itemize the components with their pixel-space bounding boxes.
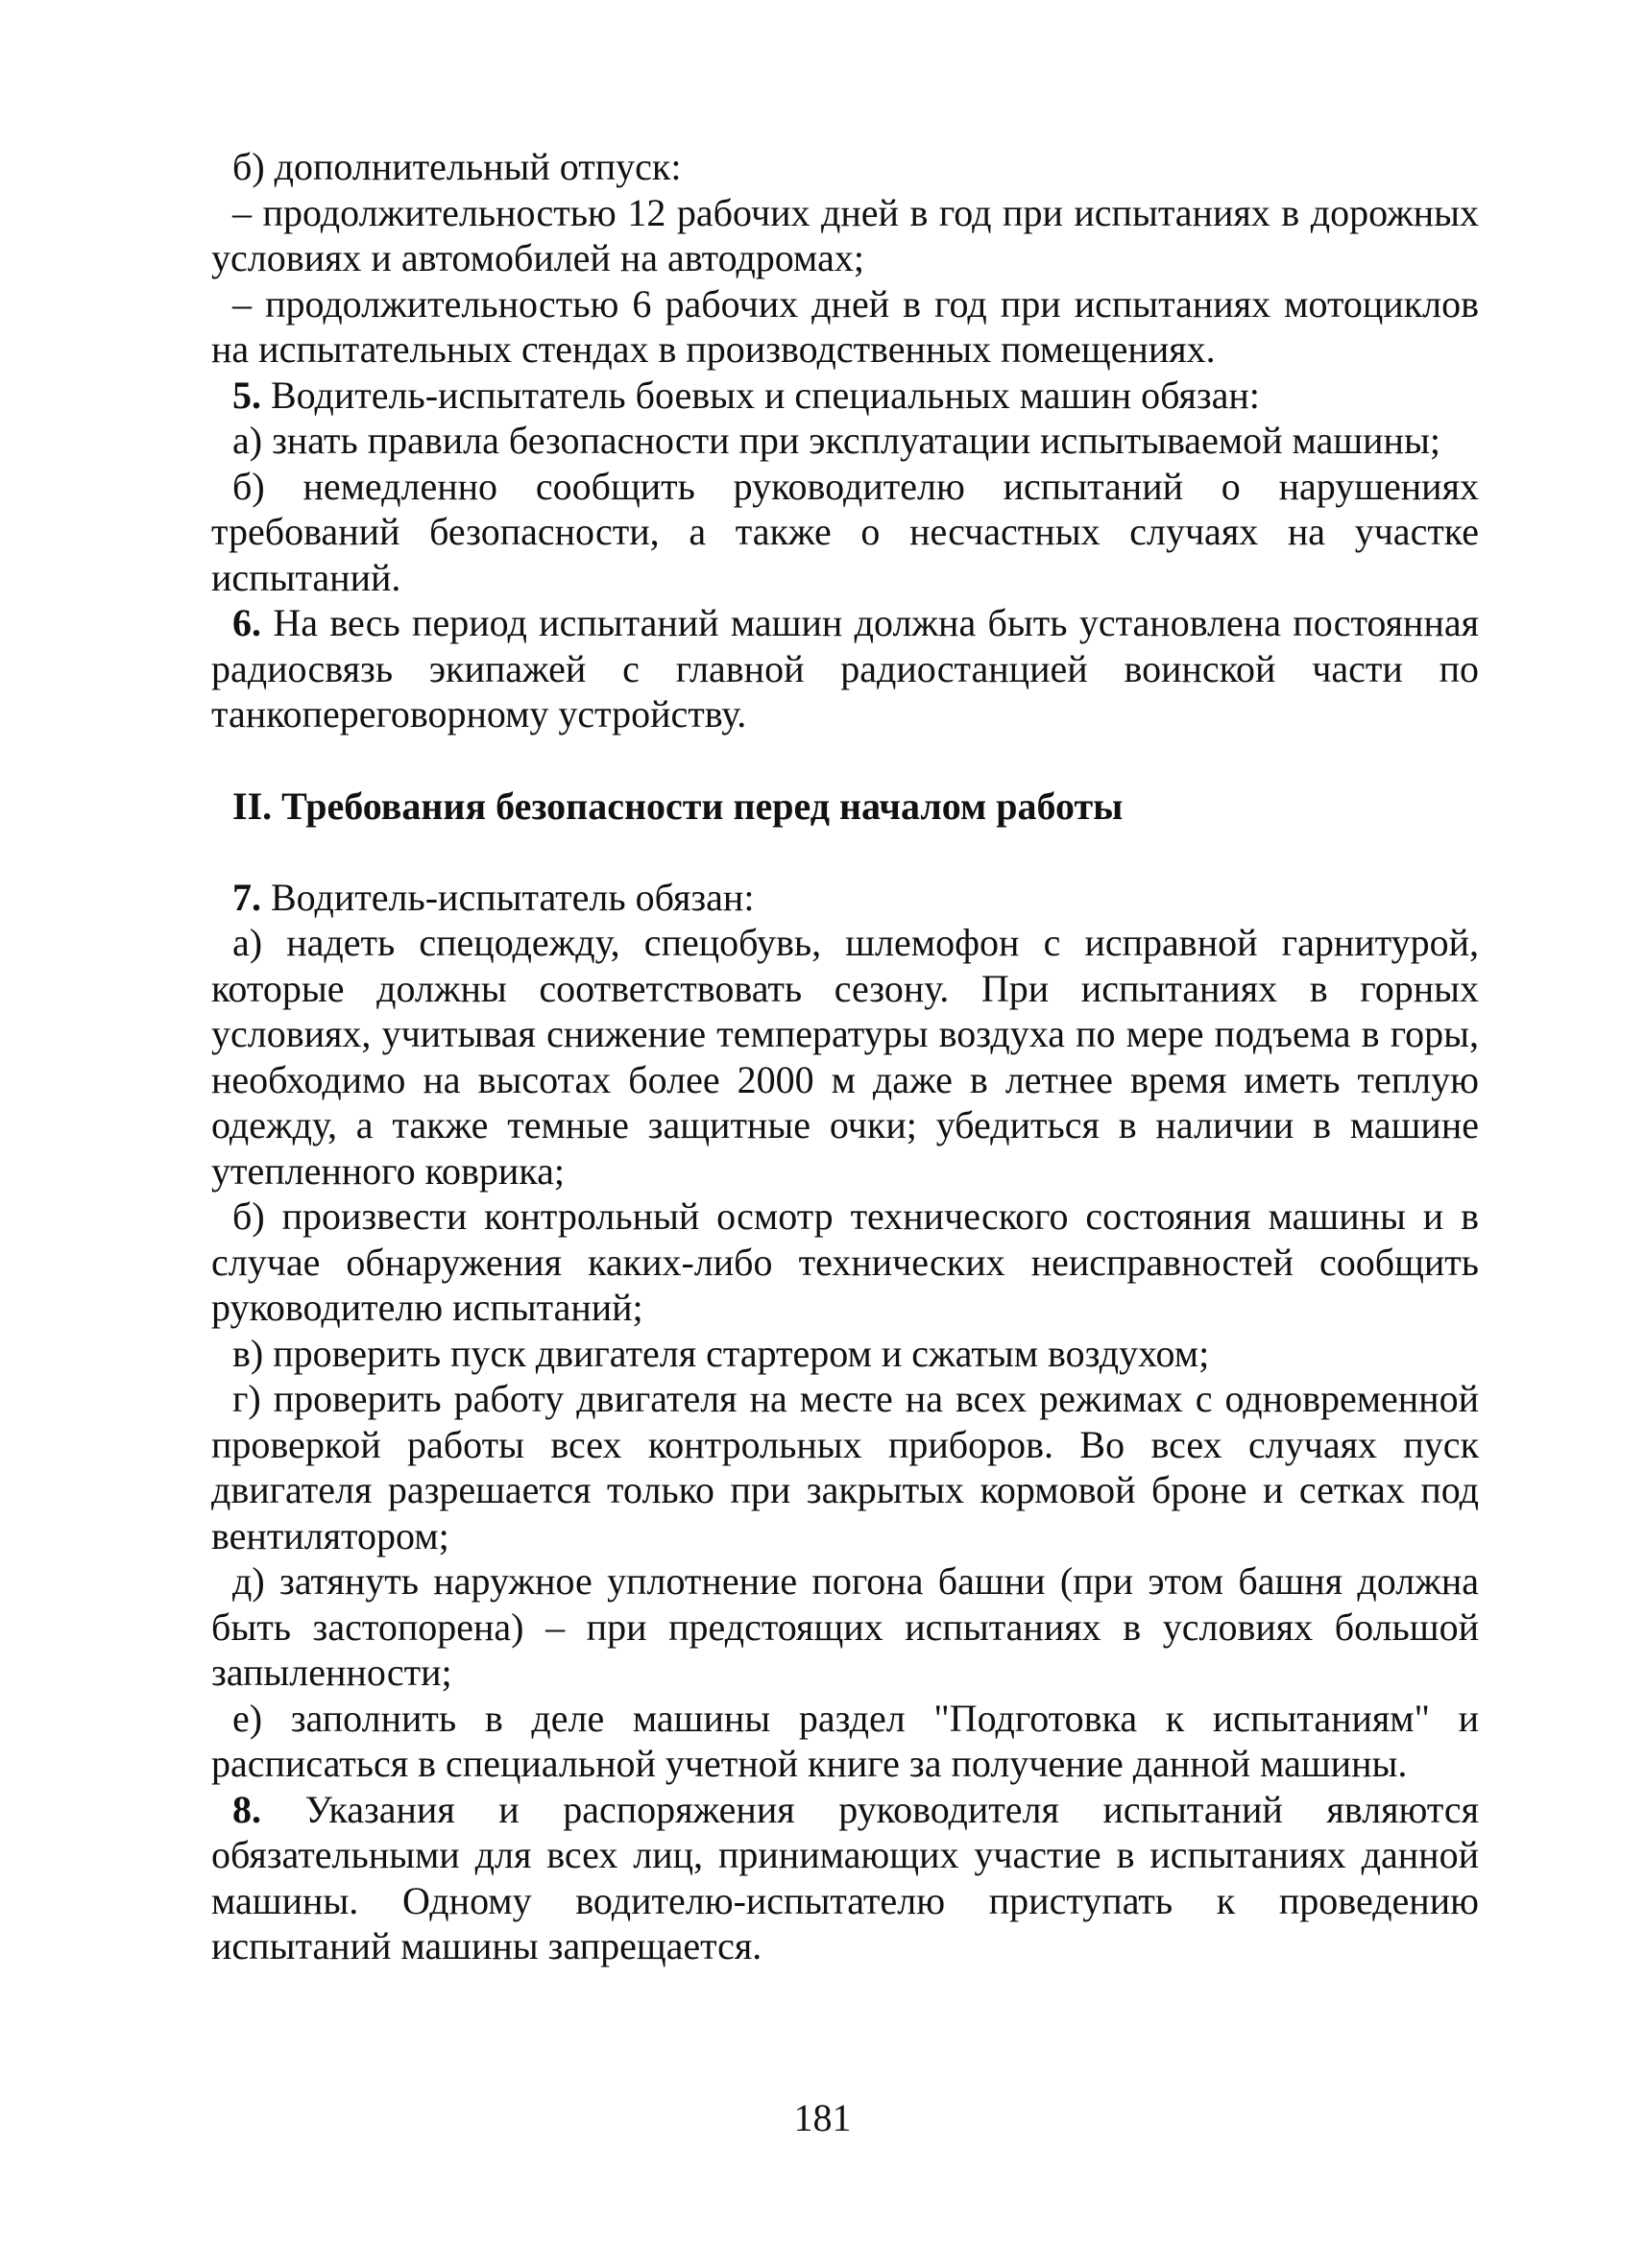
paragraph-additional-leave: [211, 144, 1479, 190]
paragraph-text: а) знать правила безопасности при эксплуатации испытываемой машины;: [232, 419, 1440, 462]
paragraph-item-7a: [211, 920, 1479, 1194]
item-number: 8.: [232, 1787, 261, 1831]
paragraph-text: б) дополнительный отпуск:: [232, 145, 682, 188]
paragraph-text: б) немедленно сообщить руководителю испытаний о нарушениях требований безопасности, а также о несчастных случаях на участке испытаний.: [211, 464, 1479, 599]
paragraph-text: – продолжительностью 12 рабочих дней в год при испытаниях в дорожных условиях и автомобилей на автодромах;: [211, 190, 1479, 279]
paragraph-text: в) проверить пуск двигателя стартером и сжатым воздухом;: [232, 1331, 1210, 1375]
paragraph-text: е) заполнить в деле машины раздел "Подготовка к испытаниям" и расписаться в специальной учетной книге за получение данной машины.: [211, 1696, 1479, 1785]
paragraph-text: г) проверить работу двигателя на месте на всех режимах с одновременной проверкой работы всех контрольных приборов. Во всех случаях пуск двигателя разрешается только при закрытых кормовой броне и сетках под вентилятором;: [211, 1377, 1479, 1557]
paragraph-text: Водитель-испытатель боевых и специальных машин обязан:: [261, 373, 1260, 417]
paragraph-item-7v: [211, 1331, 1479, 1377]
item-number: 6.: [232, 601, 261, 644]
paragraph-text: д) затянуть наружное уплотнение погона башни (при этом башня должна быть застопорена) – при предстоящих испытаниях в условиях большой запыленности;: [211, 1559, 1479, 1694]
spacer: [211, 737, 1479, 784]
item-number: 5.: [232, 373, 261, 417]
item-number: 7.: [232, 875, 261, 919]
paragraph-text: Указания и распоряжения руководителя испытаний являются обязательными для всех лиц, принимающих участие в испытаниях данной машины. Одному водителю-испытателю приступать к проведению испытаний машины запрещается.: [211, 1787, 1479, 1967]
paragraph-text: На весь период испытаний машин должна быть установлена постоянная радиосвязь экипажей с главной радиостанцией воинской части по танкопереговорному устройству.: [211, 601, 1479, 736]
paragraph-item-8: [211, 1787, 1479, 1969]
paragraph-text: – продолжительностью 6 рабочих дней в год при испытаниях мотоциклов на испытательных стендах в производственных помещениях.: [211, 281, 1479, 371]
paragraph-item-5: [211, 373, 1479, 419]
document-page: [211, 144, 1479, 1969]
page-number: 181: [793, 2096, 852, 2139]
paragraph-item-7b: [211, 1194, 1479, 1331]
paragraph-item-7: [211, 875, 1479, 921]
paragraph-text: а) надеть спецодежду, спецобувь, шлемофон с исправной гарнитурой, которые должны соответствовать сезону. При испытаниях в горных условиях, учитывая снижение температуры воздуха по мере подъема в горы, необходимо на высотах более 2000 м даже в летнее время иметь теплую одежду, а также темные защитные очки; убедиться в наличии в машине утепленного коврика;: [211, 921, 1479, 1193]
paragraph-item-7d: [211, 1558, 1479, 1696]
paragraph-leave-6-days: [211, 281, 1479, 373]
paragraph-item-6: [211, 600, 1479, 737]
spacer: [211, 830, 1479, 875]
section-heading: II. Требования безопасности перед началом работы: [232, 784, 1124, 828]
paragraph-item-7g: [211, 1376, 1479, 1558]
paragraph-item-7e: [211, 1696, 1479, 1787]
paragraph-item-5a: [211, 418, 1479, 464]
paragraph-text: б) произвести контрольный осмотр технического состояния машины и в случае обнаружения каких-либо технических неисправностей сообщить руководителю испытаний;: [211, 1194, 1479, 1329]
paragraph-item-5b: [211, 464, 1479, 601]
paragraph-leave-12-days: [211, 190, 1479, 281]
paragraph-text: Водитель-испытатель обязан:: [261, 875, 755, 919]
